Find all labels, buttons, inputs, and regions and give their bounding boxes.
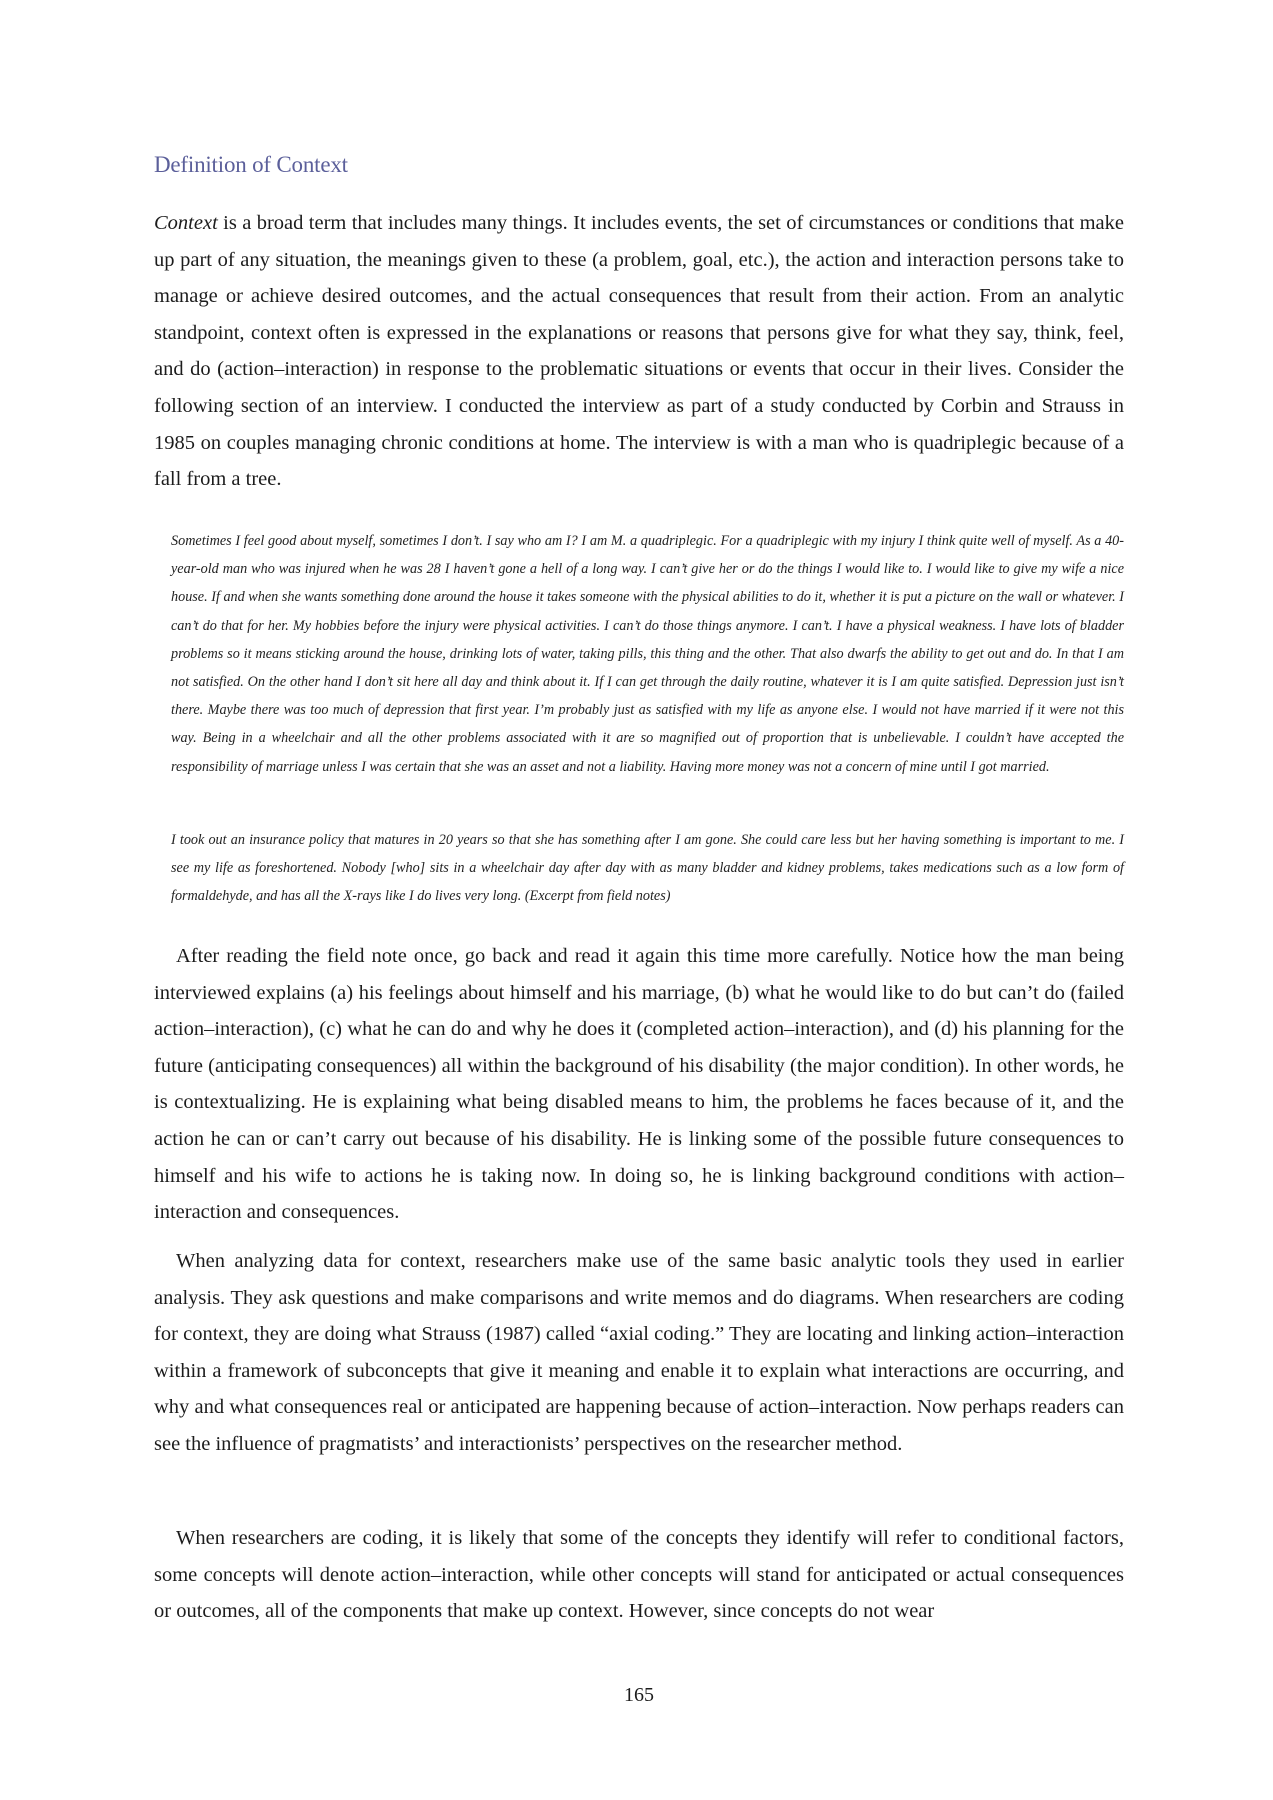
paragraph-analyzing: When analyzing data for context, researchers make use of the same basic analytic tools they used in earlier analysis. They ask questions and make comparisons and write memos and do diagrams. When researchers are coding for context, they are doing what Strauss (1987) called “axial coding.” They are locating and linking action–interaction within a framework of subconcepts that give it meaning and enable it to explain what interactions are occurring, and why and what consequences real or anticipated are happening because of action–interaction. Now perhaps readers can see the influence of pragmatists’ and interactionists’ perspectives on the researcher method. (154, 1250, 1124, 1455)
field-note-part-2: I took out an insurance policy that matures in 20 years so that she has something after I am gone. She could care less but her having something is important to me. I see my life as foreshortened. Nobody [who] sits in a wheelchair day after day with as many bladder and kidney problems, takes medications such as a low form of formaldehyde, and has all the X-rays like I do lives very long. (Excerpt from field notes) (171, 832, 1124, 905)
paragraph-coding: When researchers are coding, it is likely that some of the concepts they identify will refer to conditional factors, some concepts will denote action–interaction, while other concepts will stand for anticipated or actual consequences or outcomes, all of the components that make up context. However, since concepts do not wear (154, 1527, 1124, 1623)
field-note-quote-2 (171, 826, 1124, 911)
page-number: 165 (624, 1684, 654, 1706)
lead-term: Context (154, 212, 218, 234)
section-heading: Definition of Context (154, 152, 348, 177)
field-note-part-1: Sometimes I feel good about myself, sometimes I don’t. I say who am I? I am M. a quadriplegic. For a quadriplegic with my injury I think quite well of myself. As a 40-year-old man who was injured when he was 28 I haven’t gone a hell of a long way. I can’t give her or do the things I would like to. I would like to give my wife a nice house. If and when she wants something done around the house it takes someone with the physical abilities to do it, whether it is put a picture on the wall or whatever. I can’t do that for her. My hobbies before the injury were physical activities. I can’t do those things anymore. I can’t. I have a physical weakness. I have lots of bladder problems so it means sticking around the house, drinking lots of water, taking pills, this thing and the other. That also dwarfs the ability to get out and do. In that I am not satisfied. On the other hand I don’t sit here all day and think about it. If I can get through the daily routine, whatever it is I am quite satisfied. Depression just isn’t there. Maybe there was too much of depression that first year. I’m probably just as satisfied with my life as anyone else. I would not have married if it were not this way. Being in a wheelchair and all the other problems associated with it are so magnified out of proportion that is unbelievable. I couldn’t have accepted the responsibility of marriage unless I was certain that she was an asset and not a liability. Having more money was not a concern of mine until I got married. (171, 533, 1124, 775)
paragraph-intro-text: is a broad term that includes many things. It includes events, the set of circumstances or conditions that make up part of any situation, the meanings given to these (a problem, goal, etc.), the action and interaction persons take to manage or achieve desired outcomes, and the actual consequences that result from their action. From an analytic standpoint, context often is expressed in the explanations or reasons that persons give for what they say, think, feel, and do (action–interaction) in response to the problematic situations or events that occur in their lives. Consider the following section of an interview. I conducted the interview as part of a study conducted by Corbin and Strauss in 1985 on couples managing chronic conditions at home. The interview is with a man who is quadriplegic because of a fall from a tree. (154, 212, 1124, 491)
field-note-quote-1 (171, 527, 1124, 781)
paragraph-after-reading: After reading the field note once, go back and read it again this time more carefully. Notice how the man being interviewed explains (a) his feelings about himself and his marriage, (b) what he would like to do but can’t do (failed action–interaction), (c) what he can do and why he does it (completed action–interaction), and (d) his planning for the future (anticipating consequences) all within the background of his disability (the major condition). In other words, he is contextualizing. He is explaining what being disabled means to him, the problems he faces because of it, and the action he can or can’t carry out because of his disability. He is linking some of the possible future consequences to himself and his wife to actions he is taking now. In doing so, he is linking background conditions with action–interaction and consequences. (154, 945, 1124, 1224)
paragraph-intro (154, 205, 1124, 498)
